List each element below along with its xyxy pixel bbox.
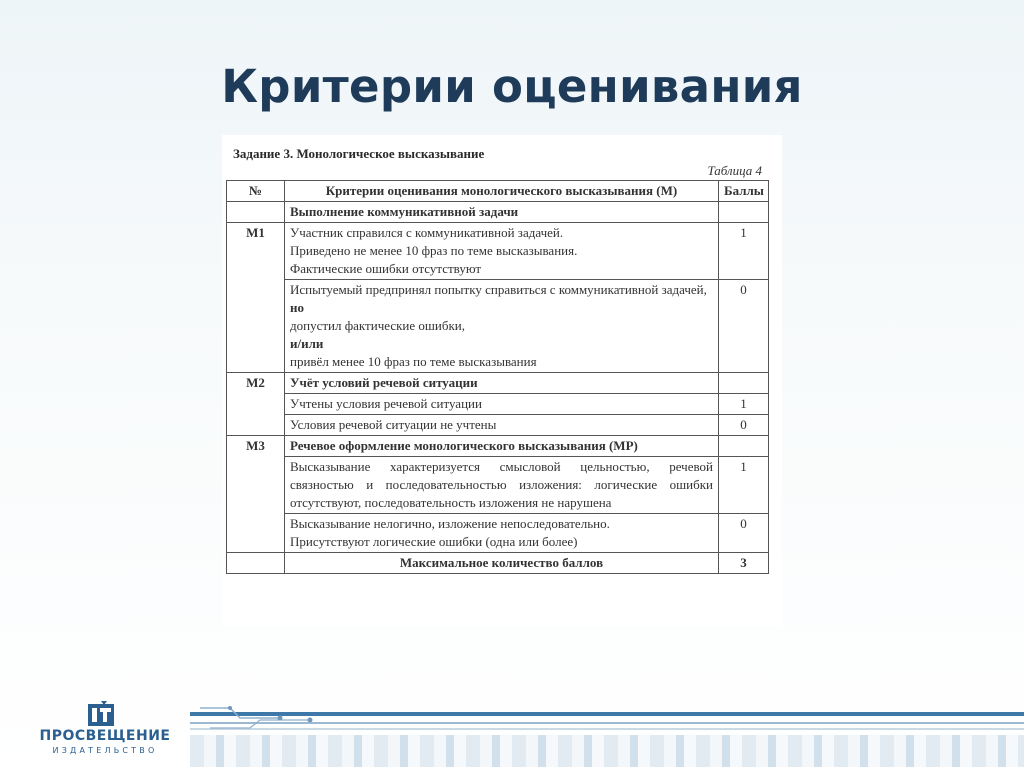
- m3-option1-cell: Высказывание характеризуется смысловой цельностью, речевой связностью и последовательностью изложения: логические ошибки отсутствуют, последовательность изложения не нарушена: [285, 457, 719, 514]
- m1-option1-score: 1: [719, 223, 769, 280]
- m1-option2-line: но: [290, 300, 304, 315]
- m1-option2-cell: [285, 280, 719, 373]
- total-score-cell: 3: [719, 553, 769, 574]
- m3-option2-line: Присутствуют логические ошибки (одна или более): [290, 534, 578, 549]
- footer-bars: [190, 735, 1024, 767]
- criterion-number-m1: М1: [227, 223, 285, 373]
- slide-title: Критерии оценивания: [221, 60, 803, 113]
- table-row: [227, 553, 769, 574]
- score-cell-empty: [719, 202, 769, 223]
- book-arrow-logo-icon: [87, 701, 115, 727]
- criterion-number-m2: М2: [227, 373, 285, 436]
- m3-option2-cell: [285, 514, 719, 553]
- table-row: [227, 457, 769, 514]
- criterion-number-m3: М3: [227, 436, 285, 553]
- table-row: [227, 223, 769, 280]
- document-scan: [222, 135, 782, 627]
- logo-name: ПРОСВЕЩЕНИЕ: [39, 728, 171, 744]
- m2-option1-score: 1: [719, 394, 769, 415]
- m1-option1-line: Участник справился с коммуникативной задачей.: [290, 225, 564, 240]
- circuit-lines-icon: [200, 698, 320, 738]
- m2-heading-cell: Учёт условий речевой ситуации: [285, 373, 719, 394]
- m1-option2-line: привёл менее 10 фраз по теме высказывания: [290, 354, 537, 369]
- column-header-criteria: Критерии оценивания монологического высказывания (М): [285, 181, 719, 202]
- table-row: [227, 514, 769, 553]
- m3-option2-line: Высказывание нелогично, изложение непоследовательно.: [290, 516, 610, 531]
- m2-option2-cell: Условия речевой ситуации не учтены: [285, 415, 719, 436]
- m1-option2-line: допустил фактические ошибки,: [290, 318, 465, 333]
- m1-option1-cell: [285, 223, 719, 280]
- m2-option2-score: 0: [719, 415, 769, 436]
- table-row: [227, 436, 769, 457]
- logo-subtitle: ИЗДАТЕЛЬСТВО: [52, 746, 158, 755]
- column-header-num: №: [227, 181, 285, 202]
- num-cell-empty: [227, 553, 285, 574]
- criteria-table: [226, 180, 769, 574]
- score-cell-empty: [719, 436, 769, 457]
- table-row: [227, 280, 769, 373]
- m3-option2-score: 0: [719, 514, 769, 553]
- m1-option2-line: и/или: [290, 336, 324, 351]
- m3-heading-cell: Речевое оформление монологического высказывания (МР): [285, 436, 719, 457]
- document-heading: Задание 3. Монологическое высказывание: [233, 146, 485, 161]
- m2-option1-cell: Учтены условия речевой ситуации: [285, 394, 719, 415]
- num-cell-empty: [227, 202, 285, 223]
- score-cell-empty: [719, 373, 769, 394]
- column-header-score: Баллы: [719, 181, 769, 202]
- task-heading-cell: Выполнение коммуникативной задачи: [285, 202, 719, 223]
- m1-option2-score: 0: [719, 280, 769, 373]
- table-row: [227, 415, 769, 436]
- m1-option1-line: Фактические ошибки отсутствуют: [290, 261, 482, 276]
- table-row: [227, 394, 769, 415]
- table-caption: Таблица 4: [707, 163, 762, 178]
- table-row: [227, 373, 769, 394]
- m3-option1-score: 1: [719, 457, 769, 514]
- publisher-logo: [24, 698, 184, 760]
- table-row: [227, 202, 769, 223]
- table-header-row: [227, 181, 769, 202]
- total-label-cell: Максимальное количество баллов: [285, 553, 719, 574]
- m1-option2-line: Испытуемый предпринял попытку справиться с коммуникативной задачей,: [290, 282, 707, 297]
- m1-option1-line: Приведено не менее 10 фраз по теме высказывания.: [290, 243, 578, 258]
